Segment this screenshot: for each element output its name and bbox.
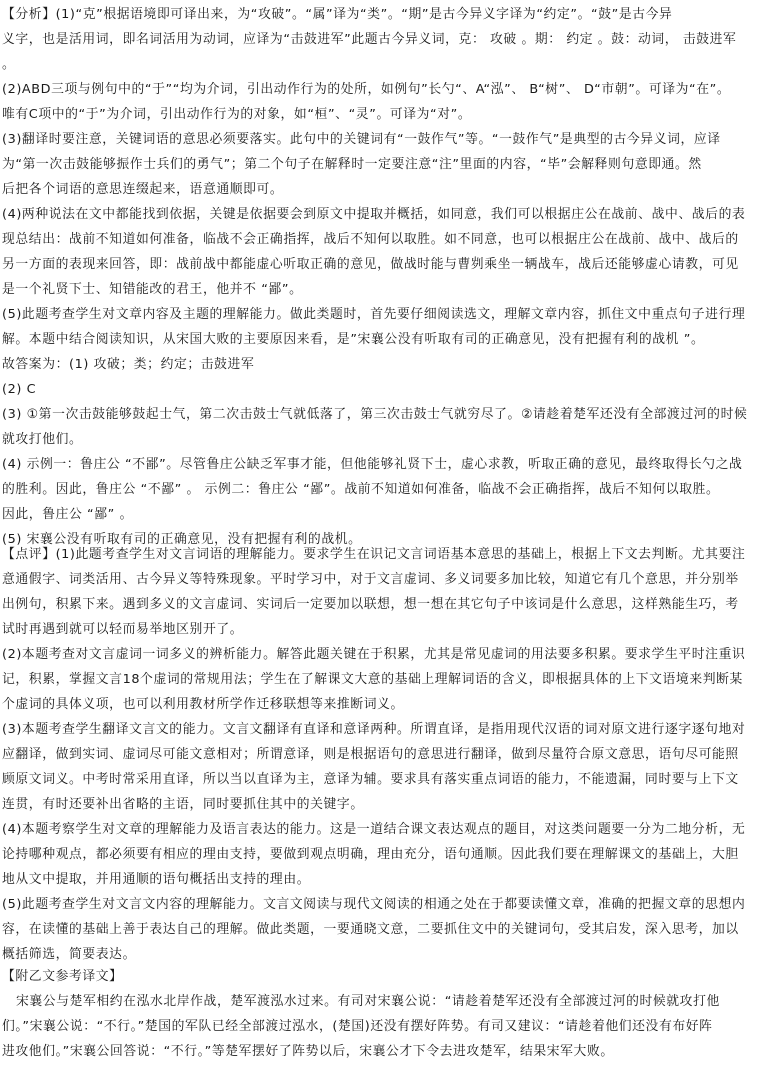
comment-line: (4)本题考察学生对文章的理解能力及语言表达的能力。这是一道结合课文表达观点的题目，对这类问题要一分为二地分析，无: [2, 822, 746, 837]
comment-line: 连贯，有时还要补出省略的主语，同时要抓住其中的关键字。: [2, 797, 364, 812]
analysis-line: 是一个礼贤下士、知错能改的君王，他并不 “鄙”。: [2, 282, 303, 297]
analysis-line: 现总结出：战前不知道如何准备，临战不会正确指挥，战后不知何以取胜。如不同意，也可以根据庄公在战前、战中、战后的: [2, 232, 739, 247]
translation-heading: 【附乙文参考译文】: [2, 969, 123, 984]
comment-line: (5)此题考查学生对文言文内容的理解能力。文言文阅读与现代文阅读的相通之处在于都要读懂文章，准确的把握文章的思想内: [2, 897, 746, 912]
analysis-line: 。: [2, 57, 16, 72]
analysis-line: (3)翻译时要注意，关键词语的意思必须要落实。此句中的关键词有“一鼓作气”等。“一鼓作气”是典型的古今异义词，应译: [2, 132, 721, 147]
answer-summary-line: 就攻打他们。: [2, 432, 83, 447]
answer-summary-line: (5) 宋襄公没有听取有司的正确意见，没有把握有利的战机。: [2, 532, 362, 547]
translation-section: [2, 964, 778, 1064]
comment-line: (3)本题考查学生翻译文言文的能力。文言文翻译有直译和意译两种。所谓直译，是指用现代汉语的词对原文进行逐字逐句地对: [2, 722, 746, 737]
analysis-line: 解。本题中结合阅读知识，从宋国大败的主要原因来看，是”宋襄公没有听取有司的正确意见，没有把握有利的战机 ”。: [2, 332, 705, 347]
comment-section: [2, 542, 778, 967]
comment-line: 记，积累，掌握文言18个虚词的常规用法；学生在了解课文大意的基础上理解词语的含义，即根据具体的上下文语境来判断某: [2, 672, 743, 687]
comment-line: 应翻译，做到实词、虚词尽可能文意相对；所谓意译，则是根据语句的意思进行翻译，做到尽量符合原文意思，语句尽可能照: [2, 747, 739, 762]
answer-summary-line: (3) ①第一次击鼓能够鼓起士气，第二次击鼓士气就低落了，第三次击鼓士气就穷尽了。②请趁着楚军还没有全部渡过河的时候: [2, 407, 748, 422]
comment-line: 地从文中提取，并用通顺的语句概括出支持的理由。: [2, 872, 311, 887]
comment-line: 个虚词的具体义项，也可以利用教材所学作迁移联想等来推断词义。: [2, 697, 404, 712]
analysis-line: (5)此题考查学生对文章内容及主题的理解能力。做此类题时，首先要仔细阅读选文，理解文章内容，抓住文中重点句子进行理: [2, 307, 746, 322]
comment-line: 论持哪种观点，都必须要有相应的理由支持，要做到观点明确，理由充分，语句通顺。因此我们要在理解课文的基础上，大胆: [2, 847, 739, 862]
analysis-section: [2, 2, 778, 552]
analysis-line: 为“第一次击鼓能够振作士兵们的勇气”；第二个句子在解释时一定要注意“注”里面的内容，“毕”会解释则句意即通。然: [2, 157, 702, 172]
analysis-line: 义字，也是活用词，即名词活用为动词，应译为“击鼓进军”此题古今异义词，克： 攻破 。期： 约定 。鼓：动词， 击鼓进军: [2, 32, 737, 47]
translation-line: 进攻他们。”宋襄公回答说：“不行。”等楚军摆好了阵势以后，宋襄公才下令去进攻楚军，结果宋军大败。: [2, 1044, 614, 1059]
comment-line: 试时再遇到就可以轻而易举地区别开了。: [2, 622, 244, 637]
answer-summary-line: 因此，鲁庄公 “鄙” 。: [2, 507, 133, 522]
analysis-line: (2)ABD三项与例句中的“于”“均为介词，引出动作行为的处所，如例句”长勺“、A“泓”、 B“树”、 D“市朝”。可译为“在”。: [2, 82, 731, 97]
comment-line: 顾原文词义。中考时常采用直译，所以当以直译为主，意译为辅。要求具有落实重点词语的能力，不能遗漏，同时要与上下文: [2, 772, 739, 787]
translation-line: 们。”宋襄公说：“不行。”楚国的军队已经全部渡过泓水，(楚国)还没有摆好阵势。有司又建议：“请趁着他们还没有布好阵: [2, 1019, 713, 1034]
analysis-line: 后把各个词语的意思连缀起来，语意通顺即可。: [2, 182, 284, 197]
analysis-line: 另一方面的表现来回答，即：战前战中都能虚心听取正确的意见，做战时能与曹刿乘坐一辆战车，战后还能够虚心请教，可见: [2, 257, 739, 272]
answer-summary-line: 故答案为：(1) 攻破；类；约定；击鼓进军: [2, 357, 255, 372]
comment-line: (2)本题考查对文言虚词一词多义的辨析能力。解答此题关键在于积累，尤其是常见虚词的用法要多积累。要求学生平时注重识: [2, 647, 746, 662]
answer-summary-line: (4) 示例一：鲁庄公 “不鄙”。尽管鲁庄公缺乏军事才能，但他能够礼贤下士，虚心求教，听取正确的意见，最终取得长勺之战: [2, 457, 743, 472]
answer-summary-line: 的胜利。因此，鲁庄公 “不鄙” 。 示例二：鲁庄公 “鄙”。战前不知道如何准备，临战不会正确指挥，战后不知何以取胜。: [2, 482, 720, 497]
analysis-line: 【分析】(1)“克”根据语境即可译出来，为“攻破”。“属”译为“类”。“期”是古今异义字译为“约定”。“鼓”是古今异: [2, 7, 673, 22]
comment-line: 容，在读懂的基础上善于表达自己的理解。做此类题，一要通晓文意，二要抓住文中的关键词句，受其启发，深入思考，加以: [2, 922, 739, 937]
analysis-line: 唯有C项中的“于”为介词，引出动作行为的对象，如“桓”、“灵”。可译为“对”。: [2, 107, 472, 122]
comment-line: 出例句，积累下来。遇到多义的文言虚词、实词后一定要加以联想，想一想在其它句子中该词是什么意思，这样熟能生巧，考: [2, 597, 739, 612]
comment-line: 【点评】(1)此题考查学生对文言词语的理解能力。要求学生在识记文言词语基本意思的基础上，根据上下文去判断。尤其要注: [2, 547, 746, 562]
comment-line: 意通假字、词类活用、古今异义等特殊现象。平时学习中，对于文言虚词、多义词要多加比较，知道它有几个意思，并分别举: [2, 572, 739, 587]
comment-line: 概括筛选，简要表达。: [2, 947, 136, 962]
translation-line: 宋襄公与楚军相约在泓水北岸作战，楚军渡泓水过来。有司对宋襄公说：“请趁着楚军还没有全部渡过河的时候就攻打他: [16, 994, 720, 1009]
answer-summary-line: (2) C: [2, 382, 37, 397]
analysis-line: (4)两种说法在文中都能找到依据，关键是依据要会到原文中提取并概括，如同意，我们可以根据庄公在战前、战中、战后的表: [2, 207, 746, 222]
